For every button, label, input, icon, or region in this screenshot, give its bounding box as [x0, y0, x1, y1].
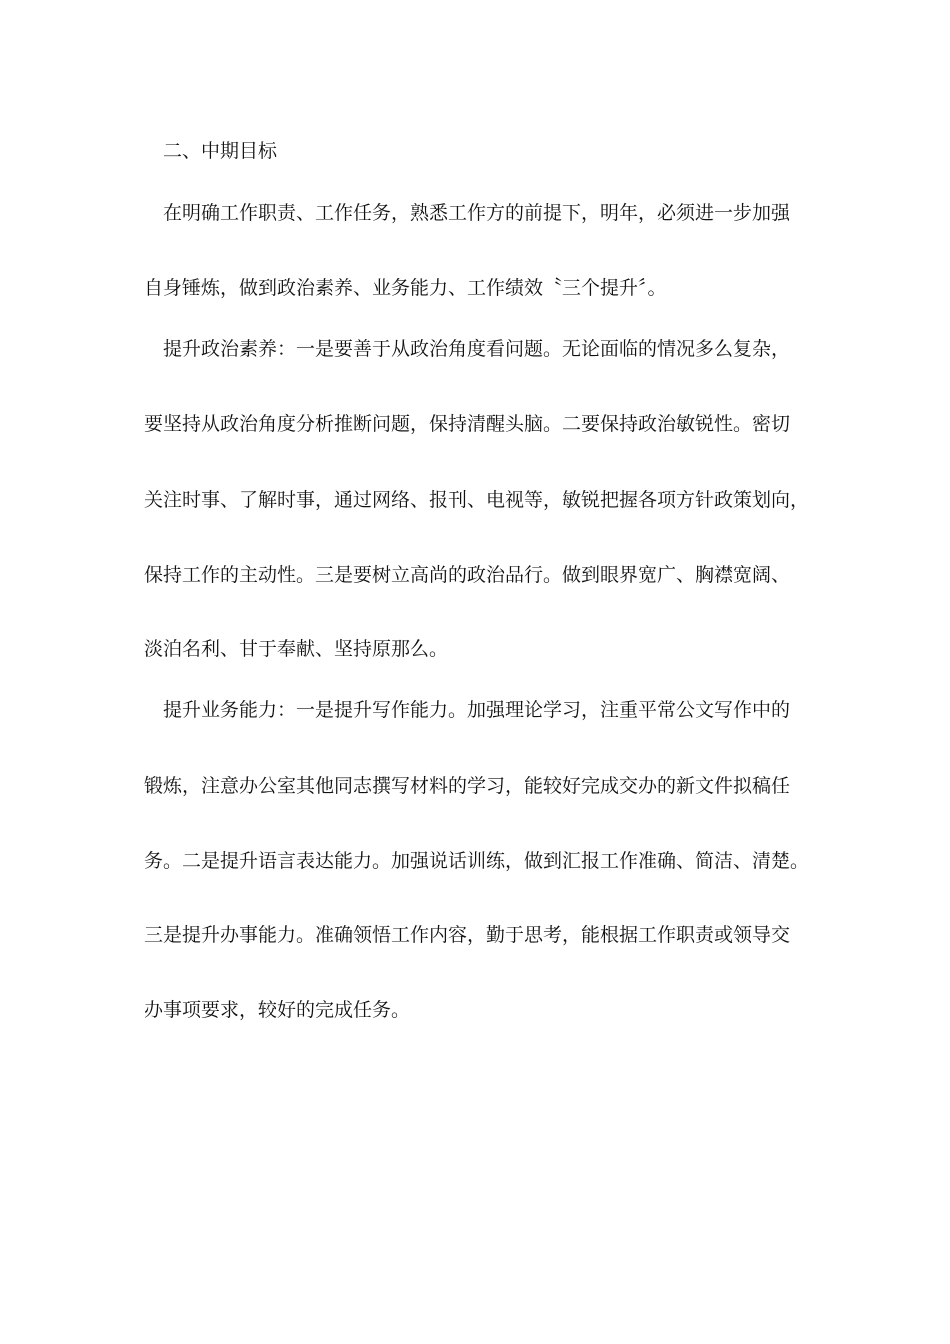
paragraph-line: 提升业务能力：一是提升写作能力。加强理论学习，注重平常公文写作中的 — [163, 699, 791, 721]
paragraph-line: 务。二是提升语言表达能力。加强说话训练，做到汇报工作准确、简洁、清楚。 — [144, 850, 810, 872]
paragraph-line: 锻炼，注意办公室其他同志撰写材料的学习，能较好完成交办的新文件拟稿任 — [144, 775, 791, 797]
paragraph-line: 提升政治素养：一是要善于从政治角度看问题。无论面临的情况多么复杂， — [163, 338, 791, 360]
section-heading: 二、中期目标 — [163, 140, 278, 162]
paragraph-line: 要坚持从政治角度分析推断问题，保持清醒头脑。二要保持政治敏锐性。密切 — [144, 413, 791, 435]
paragraph-line: 三是提升办事能力。准确领悟工作内容，勤于思考，能根据工作职责或领导交 — [144, 924, 791, 946]
paragraph-line: 关注时事、了解时事，通过网络、报刊、电视等，敏锐把握各项方针政策划向， — [144, 489, 810, 511]
paragraph-line: 自身锤炼，做到政治素养、业务能力、工作绩效〝三个提升〞。 — [144, 277, 667, 299]
paragraph-line: 办事项要求，较好的完成任务。 — [144, 999, 411, 1021]
paragraph-line: 保持工作的主动性。三是要树立高尚的政治品行。做到眼界宽广、胸襟宽阔、 — [144, 564, 791, 586]
paragraph-line: 淡泊名利、甘于奉献、坚持原那么。 — [144, 638, 449, 660]
paragraph-line: 在明确工作职责、工作任务，熟悉工作方的前提下，明年，必须进一步加强 — [163, 202, 791, 224]
